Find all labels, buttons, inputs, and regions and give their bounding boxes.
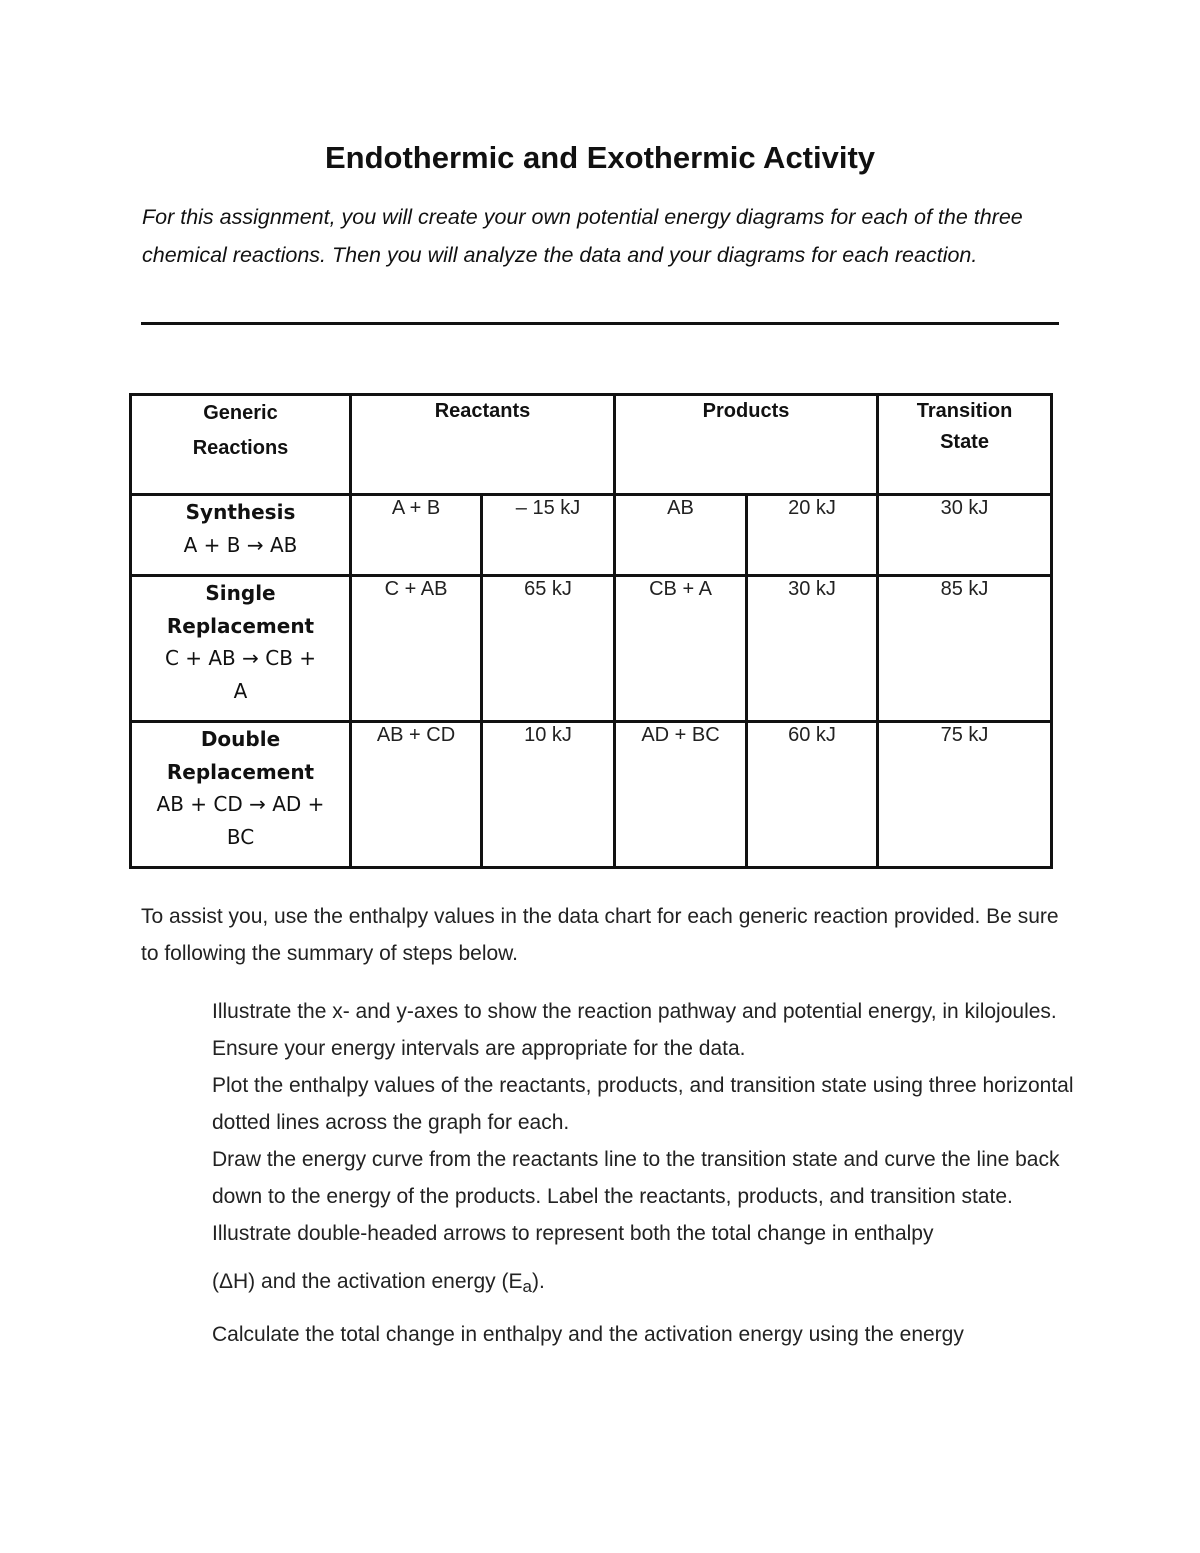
reaction-name-line: Replacement <box>166 759 315 784</box>
reaction-name-line: Synthesis <box>185 500 296 524</box>
products-energy-cell: 20 kJ <box>747 495 878 576</box>
products-energy-cell: 60 kJ <box>747 722 878 868</box>
transition-energy-cell: 85 kJ <box>878 576 1052 722</box>
reaction-equation-line: C + AB → CB + <box>164 646 317 670</box>
step-arrows-line2 <box>212 1263 1082 1305</box>
products-energy-cell: 30 kJ <box>747 576 878 722</box>
header-reactants: Reactants <box>351 395 615 495</box>
header-generic-reactions <box>131 395 351 495</box>
table-row-double-replacement <box>131 722 1052 868</box>
products-cell: AD + BC <box>615 722 747 868</box>
reaction-name-line: Replacement <box>166 613 315 638</box>
step-arrows-prefix: (ΔH) and the activation energy (E <box>212 1270 523 1293</box>
reaction-equation-line: BC <box>226 824 255 849</box>
reactants-cell: A + B <box>351 495 482 576</box>
reactants-cell: AB + CD <box>351 722 482 868</box>
header-transition-line1: Transition <box>916 400 1013 422</box>
reactants-energy-cell: 65 kJ <box>482 576 615 722</box>
header-products: Products <box>615 395 878 495</box>
step-arrows-suffix: ). <box>531 1270 545 1293</box>
reaction-name-synthesis <box>131 495 351 576</box>
table-row-single-replacement <box>131 576 1052 722</box>
reactants-energy-cell: 10 kJ <box>482 722 615 868</box>
header-generic-line1: Generic <box>203 402 278 424</box>
reactants-cell: C + AB <box>351 576 482 722</box>
assist-paragraph: To assist you, use the enthalpy values in the data chart for each generic reaction provided. Be sure to following the summary of steps below. <box>141 905 1059 965</box>
reaction-name-double-replacement <box>131 722 351 868</box>
reaction-equation-line: A + B → AB <box>183 532 298 557</box>
table-row-synthesis <box>131 495 1052 576</box>
header-transition-state <box>878 395 1052 495</box>
step-axes: Illustrate the x- and y-axes to show the reaction pathway and potential energy, in kilojoules. Ensure your energy intervals are appropriate for the data. <box>212 1000 1057 1060</box>
step-arrows-line1: Illustrate double-headed arrows to represent both the total change in enthalpy <box>212 1222 934 1245</box>
reaction-equation-line: A <box>233 678 248 703</box>
table-header-row <box>131 395 1052 495</box>
reaction-data-table <box>129 393 1053 869</box>
reaction-name-single-replacement <box>131 576 351 722</box>
header-transition-line2: State <box>940 431 989 453</box>
intro-paragraph: For this assignment, you will create your own potential energy diagrams for each of the three chemical reactions. Then you will analyze the data and your diagrams for each reaction. <box>142 205 1023 267</box>
section-divider <box>141 322 1059 325</box>
page-title: Endothermic and Exothermic Activity <box>324 140 876 175</box>
transition-energy-cell: 75 kJ <box>878 722 1052 868</box>
transition-energy-cell: 30 kJ <box>878 495 1052 576</box>
step-draw-curve: Draw the energy curve from the reactants line to the transition state and curve the line back down to the energy of the products. Label the reactants, products, and transition state. <box>212 1148 1060 1208</box>
activation-subscript: a <box>522 1277 532 1296</box>
step-calculate: Calculate the total change in enthalpy and the activation energy using the energy <box>212 1323 964 1346</box>
reaction-name-line: Double <box>200 727 281 751</box>
step-plot-enthalpy: Plot the enthalpy values of the reactants, products, and transition state using three horizontal dotted lines across the graph for each. <box>212 1074 1074 1134</box>
reaction-equation-line: AB + CD → AD + <box>156 792 325 816</box>
steps-list <box>212 993 1082 1353</box>
products-cell: CB + A <box>615 576 747 722</box>
reactants-energy-cell: – 15 kJ <box>482 495 615 576</box>
products-cell: AB <box>615 495 747 576</box>
reaction-name-line: Single <box>205 581 276 605</box>
header-generic-line2: Reactions <box>192 437 289 459</box>
